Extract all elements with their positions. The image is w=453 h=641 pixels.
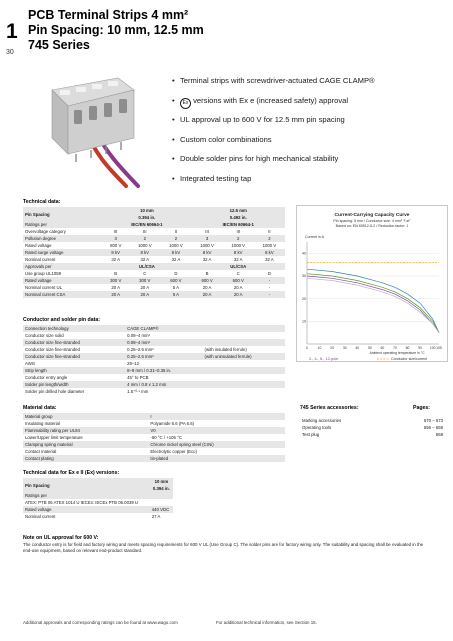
accessories-table — [300, 417, 445, 438]
footer-right: For additional technical information, see Section 15. — [216, 620, 317, 625]
cell-value: (with uninsulated ferrule) — [203, 353, 285, 360]
row-label: Ratings per — [23, 221, 102, 228]
cell-value: 5 A — [172, 285, 180, 290]
x-tick-label: 70 — [393, 346, 397, 350]
cell-value: D — [267, 271, 271, 276]
feature-item: • Terminal strips with screwdriver-actuated CAGE CLAMP® — [172, 71, 375, 91]
cell-value: 2 — [160, 235, 191, 242]
series-line — [307, 278, 439, 332]
cell-value — [150, 499, 173, 506]
accessories-heading: 745 Series accessories: — [300, 405, 359, 411]
series-line — [307, 274, 439, 333]
spec-row — [23, 235, 285, 242]
legend-poles: 2-, 4-, 6-, 12-pole — [309, 357, 339, 361]
cell-value: 32 A — [265, 257, 274, 262]
cell-value: 28–12 — [127, 361, 140, 366]
ex-row — [23, 492, 173, 499]
cell-value: 20 A — [140, 285, 150, 290]
row-label: ATEX: PTB 06 ATEX 1014 U IECEx: IECEx PTB 06.0039 U — [25, 500, 139, 505]
cell-value: - — [254, 291, 285, 298]
cell-value: 1000 V — [262, 243, 277, 248]
page-number: 30 — [6, 49, 14, 56]
x-axis-label: Ambient operating temperature in °C — [369, 351, 425, 355]
row-label: Conductor size fine-stranded — [23, 339, 125, 346]
material-row — [23, 448, 285, 455]
cell-value: (with insulated ferrule) — [204, 347, 247, 352]
cell-value: 3 — [102, 235, 129, 242]
conductor-table — [23, 325, 285, 395]
cell-value — [203, 332, 285, 339]
cell-value: 1000 V — [169, 243, 183, 248]
cell-value: 8 kV — [160, 249, 191, 256]
feature-item: • Integrated testing tap — [172, 169, 375, 189]
footer-left: Additional approvals and corresponding ratings can be found at www.wago.com — [23, 620, 178, 625]
ul-rows — [23, 263, 285, 298]
cell-value: 32 A — [111, 257, 121, 262]
x-tick-label: 90 — [418, 346, 423, 350]
spec-row — [23, 249, 285, 256]
accessory-label: Marking accessories — [302, 418, 342, 423]
cell-value: C — [143, 271, 147, 276]
y-tick-label: 40 — [302, 251, 306, 256]
ex-data-table: Pin Spacing 10 mm 0.394 in. Ratings per ATEX: PTB 06 ATEX 1014 U IECEx: IECEx PTB 06.0039 U Rated voltage 440 VDC Nominal current 27 A — [23, 478, 173, 520]
cell-value: 20 A — [233, 285, 243, 290]
cell-value: 0.08–4 mm² — [127, 333, 151, 338]
cell-value: I — [148, 413, 285, 420]
conductor-row — [23, 332, 285, 339]
x-tick-label: 50 — [367, 346, 372, 350]
accessory-label: Test plug — [302, 432, 320, 437]
pages-label: Pages: — [413, 405, 431, 411]
row-label: Nominal current — [25, 257, 56, 262]
row-label: Contact plating — [23, 455, 148, 462]
row-label: Lower/Upper limit temperature — [25, 435, 83, 440]
row-label: Rated surge voltage — [23, 249, 102, 256]
row-label: Conductor size fine-stranded — [23, 353, 125, 360]
cell-value: 0.08–4 mm² — [125, 339, 202, 346]
row-label: Conductor size fine-stranded — [25, 347, 80, 352]
cell-value: 440 VDC — [150, 506, 173, 513]
row-label: Pollution degree — [23, 235, 102, 242]
cell-value: 20 A — [202, 285, 212, 290]
spec-row — [23, 228, 285, 235]
conductor-row — [23, 381, 285, 388]
ex-row — [23, 499, 173, 506]
row-label: Rated voltage — [23, 506, 150, 513]
material-row — [23, 434, 285, 441]
material-row — [23, 413, 285, 420]
spec-row — [23, 263, 285, 270]
y-tick-label: 20 — [302, 296, 306, 301]
cell-value: 0.25–2.5 mm² — [125, 353, 202, 360]
x-tick-label: 100 — [429, 346, 436, 350]
cell-value: 32 A — [171, 257, 181, 262]
cell-value: -60 °C / +105 °C — [150, 435, 182, 440]
cell-value: UL/CSA — [192, 263, 286, 270]
feature-list — [172, 71, 375, 188]
conductor-row — [23, 325, 285, 332]
cell-value: 8 kV — [129, 249, 160, 256]
row-label: Solder pin drilled hole diameter — [25, 389, 85, 394]
ex-data-heading: Technical data for Ex e II (Ex) versions: — [23, 470, 120, 476]
cell-value: 300 V — [102, 277, 129, 284]
row-label: Rated voltage — [25, 243, 52, 248]
cell-value: 4 mm / 0.8 x 1.2 mm — [125, 381, 202, 388]
row-label: Rated voltage — [23, 277, 102, 284]
ex-approval-icon: Ex — [180, 98, 191, 109]
cell-value — [203, 339, 285, 346]
chart-svg — [297, 206, 447, 361]
note-text: The conductor entry is for field and factory wiring and meets spacing requirements for 600 V UL (Use Group C). The solder pins are for factory wiring only. The suitability and spacing shall be evaluated in the end-use equipment, based on relevant end-product standard. — [23, 542, 424, 553]
conductor-row — [23, 360, 285, 367]
row-label: Conductor size solid — [25, 333, 64, 338]
ex-pin-label: Pin Spacing — [23, 478, 150, 492]
cell-value — [203, 388, 285, 395]
note-heading: Note on UL approval for 600 V: — [23, 535, 99, 541]
cell-value: 8 kV — [223, 249, 254, 256]
cell-value: 20 A — [223, 291, 254, 298]
accessory-row — [300, 417, 445, 424]
chart-subtitle: Based on: EN 60512-5-2 / Reduction factor: 1 — [335, 224, 409, 228]
row-label: Insulating material — [25, 421, 60, 426]
conductor-row — [23, 339, 285, 346]
material-row — [23, 455, 285, 462]
cell-value: 1.5⁺⁰·¹ mm — [127, 389, 149, 394]
row-label: Ratings per — [23, 492, 150, 499]
title-line-2: Pin Spacing: 10 mm, 12.5 mm — [28, 23, 204, 37]
cell-value: - — [268, 285, 271, 290]
material-row — [23, 420, 285, 427]
pin-spacing-label: Pin Spacing — [23, 207, 102, 221]
row-label: Nominal current UL — [25, 285, 63, 290]
feature-item: • Double solder pins for high mechanical stability — [172, 149, 375, 169]
accessory-row — [300, 431, 445, 438]
cell-value: D — [174, 271, 178, 276]
page-title — [28, 8, 204, 53]
material-row — [23, 441, 285, 448]
chart-subtitle: Pin spacing: 5 mm / Conductor size: 4 mm² "f-st" — [333, 219, 411, 223]
cell-value: 600 V — [160, 277, 191, 284]
accessory-pages: 568 — [435, 432, 443, 437]
row-label: Solder pin length/width — [23, 381, 125, 388]
cell-value — [203, 325, 285, 332]
row-label: Overvoltage category — [25, 229, 66, 234]
chart-title: Current-Carrying Capacity Curve — [334, 213, 410, 218]
y-axis-label: Current in A — [305, 235, 324, 239]
y-tick-label: 30 — [302, 274, 306, 279]
conductor-row — [23, 353, 285, 360]
technical-data-heading: Technical data: — [23, 199, 61, 205]
conductor-heading: Conductor and solder pin data: — [23, 317, 100, 323]
row-label: Nominal current CSA — [23, 291, 102, 298]
cell-value: tin-plated — [148, 455, 285, 462]
current-capacity-chart — [296, 205, 448, 362]
cell-value: 2 — [254, 235, 285, 242]
cell-value — [203, 374, 285, 381]
cell-value: IEC/EN 60664-1 — [192, 221, 286, 228]
cell-value: 1000 V — [137, 243, 152, 248]
x-tick-label: 80 — [405, 346, 410, 350]
spec-row — [23, 291, 285, 298]
cell-value: 1000 V — [200, 243, 214, 248]
cell-value — [203, 367, 285, 374]
cell-value: 3 — [192, 235, 223, 242]
feature-item: • Ex versions with Ex e (increased safety) approval — [172, 91, 375, 111]
cell-value: B — [114, 271, 118, 276]
cell-value: 800 V — [110, 243, 122, 248]
cell-value: 300 V — [129, 277, 160, 284]
iec-rows — [23, 221, 285, 263]
cell-value: 45° to PCB — [127, 375, 149, 380]
cell-value: 8 kV — [254, 249, 285, 256]
spec-row — [23, 270, 285, 277]
accessory-label: Operating tools — [302, 425, 332, 430]
cell-value: CAGE CLAMP® — [125, 325, 202, 332]
cell-value — [203, 381, 285, 388]
cell-value: UL/CSA — [102, 263, 191, 270]
conductor-row — [23, 367, 285, 374]
material-heading: Material data: — [23, 405, 57, 411]
feature-item: • UL approval up to 600 V for 12.5 mm pin spacing — [172, 110, 375, 130]
cell-value: 20 A — [111, 285, 121, 290]
conductor-row — [23, 388, 285, 395]
chapter-number: 1 — [6, 20, 18, 43]
cell-value: 20 A — [129, 291, 160, 298]
cell-value: 20 A — [192, 291, 223, 298]
cell-value: Polyamide 6.6 (PA 6.6) — [150, 421, 195, 426]
cell-value: IEC/EN 60664-1 — [102, 221, 191, 228]
conductor-row — [23, 374, 285, 381]
row-label: Flammability rating per UL94 — [23, 427, 148, 434]
accessory-pages: 570 – 573 — [423, 418, 443, 423]
cell-value: III — [205, 229, 209, 234]
cell-value: 0.25–2.5 mm² — [127, 347, 154, 352]
spec-row — [23, 242, 285, 249]
conductor-row — [23, 346, 285, 353]
cell-value: III — [142, 229, 147, 234]
cell-value: V0 — [148, 427, 285, 434]
title-line-3: 745 Series — [28, 38, 90, 52]
x-tick-label: 0 — [306, 346, 308, 350]
ex-row — [23, 513, 173, 520]
y-tick-label: 10 — [302, 319, 306, 324]
row-label: Contact material — [25, 449, 57, 454]
table-header-row: Pin Spacing 10 mm 12.5 mm — [23, 207, 285, 214]
spec-row — [23, 277, 285, 284]
spec-row — [23, 284, 285, 291]
cell-value — [203, 360, 285, 367]
cell-value: 5 A — [160, 291, 191, 298]
accessory-row — [300, 424, 445, 431]
x-tick-label: 20 — [330, 346, 335, 350]
row-label: Conductor entry angle — [25, 375, 68, 380]
ex-row — [23, 506, 173, 513]
spec-row — [23, 221, 285, 228]
material-table — [23, 413, 285, 462]
cell-value: II — [174, 229, 178, 234]
cell-value: Electrolytic copper (Eᴄᴜ) — [150, 449, 197, 454]
cell-value: II — [268, 229, 271, 234]
row-label: Strip length — [23, 367, 125, 374]
technical-data-table — [23, 207, 285, 298]
cell-value: B — [205, 271, 209, 276]
cell-value: 32 A — [202, 257, 212, 262]
cell-value: III — [236, 229, 241, 234]
x-tick-label: 10 — [317, 346, 322, 350]
spec-row — [23, 256, 285, 263]
series-line — [307, 269, 439, 333]
accessory-pages: 556 – 559 — [423, 425, 443, 430]
x-tick-label: 105 — [436, 346, 442, 350]
cell-value: 8 kV — [102, 249, 129, 256]
material-row — [23, 427, 285, 434]
x-tick-label: 30 — [342, 346, 347, 350]
row-label: Approvals per — [23, 263, 102, 270]
cell-value: 8–9 mm / 0.31–0.35 in. — [125, 367, 202, 374]
row-label: Nominal current — [25, 514, 56, 519]
row-label: AWG — [25, 361, 36, 366]
cell-value — [150, 492, 173, 499]
cell-value: 32 A — [233, 257, 243, 262]
cell-value: 20 A — [102, 291, 129, 298]
cell-value: 32 A — [140, 257, 150, 262]
product-photo — [46, 68, 150, 188]
cell-value: 600 V — [192, 277, 223, 284]
cell-value: 8 kV — [192, 249, 223, 256]
cell-value: Chrome nickel spring steel (CrNi) — [148, 441, 285, 448]
x-tick-label: 40 — [355, 346, 360, 350]
row-label: Clamping spring material — [23, 441, 148, 448]
cell-value: - — [254, 277, 285, 284]
x-tick-label: 60 — [380, 346, 385, 350]
title-line-1: PCB Terminal Strips 4 mm² — [28, 8, 189, 22]
cell-value: 2 — [223, 235, 254, 242]
legend-series: Conductor size/current — [391, 357, 428, 361]
table-subheader-row: 0.394 in. 0.492 in. — [23, 214, 285, 221]
row-label: Material group — [23, 413, 148, 420]
cell-value: III — [113, 229, 118, 234]
row-label: Use group UL1059 — [25, 271, 62, 276]
cell-value: 2 — [129, 235, 160, 242]
row-label: Connection technology — [23, 325, 125, 332]
cell-value: 600 V — [223, 277, 254, 284]
cell-value: C — [236, 271, 240, 276]
cell-value: 27 A — [151, 514, 161, 519]
feature-item: • Custom color combinations — [172, 130, 375, 150]
cell-value: 1000 V — [231, 243, 246, 248]
